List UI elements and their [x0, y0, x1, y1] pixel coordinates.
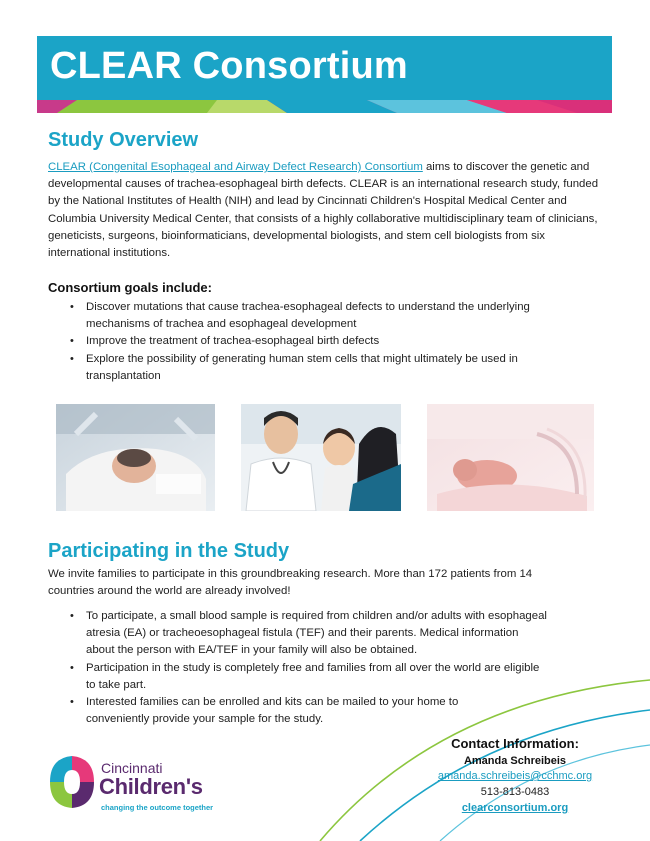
overview-body: aims to discover the genetic and developmental causes of trachea-esophageal birth defects. CLEAR is an international research study, funded by the National Institutes of Health (NIH) and lead by Cincinnati Children's Hospital Medical Center and Columbia University Medical Center, that consists of a highly collaborative multidisciplinary team of clinicians, geneticists, surgeons, bioinformaticians, developmental biologists, and stem cell biologists from six international institutions. [48, 161, 599, 260]
logo-line-cincinnati: Cincinnati [101, 760, 163, 776]
clear-consortium-link[interactable]: CLEAR (Congenital Esophageal and Airway Defect Research) Consortium [48, 161, 423, 173]
overview-paragraph [48, 159, 604, 262]
list-item: • To participate, a small blood sample is required from children and/or adults with esophageal atresia (EA) or tracheoesophageal fistula (TEF) and their parents. Medical information about the person with EA/TEF in your family will also be obtained. [70, 608, 550, 660]
logo-mark-icon [46, 752, 98, 812]
photo-newborn-care [427, 404, 594, 511]
contact-title: Contact Information: [451, 736, 579, 751]
section-heading-overview: Study Overview [48, 129, 199, 151]
photo-doctor-and-child [241, 404, 401, 511]
goals-heading: Consortium goals include: [48, 280, 212, 295]
list-item: • Participation in the study is completely free and families from all over the world are eligible to take part. [70, 660, 550, 694]
title-banner [37, 36, 612, 100]
website-link[interactable]: clearconsortium.org [461, 802, 569, 814]
logo-line-childrens: Children's [99, 774, 203, 799]
list-item: • Discover mutations that cause trachea-esophageal defects to understand the underlying mechanisms of trachea and esophageal development [70, 299, 590, 333]
list-item: • Improve the treatment of trachea-esophageal birth defects [70, 333, 590, 350]
logo-tagline: changing the outcome together [101, 803, 214, 812]
contact-phone: 513-813-0483 [480, 786, 550, 798]
decorative-stripe [37, 100, 612, 113]
participating-intro: We invite families to participate in this groundbreaking research. More than 172 patients from 14 countries around the world are already involved! [48, 568, 533, 598]
photo-infant-incubator [56, 404, 215, 511]
list-item: • Explore the possibility of generating human stem cells that might ultimately be used in transplantation [70, 351, 590, 385]
goals-list [70, 299, 590, 385]
contact-name: Amanda Schreibeis [463, 755, 567, 767]
section-heading-participating: Participating in the Study [48, 540, 290, 562]
contact-block [400, 736, 630, 814]
contact-email-link[interactable]: amanda.schreibeis@cchmc.org [437, 770, 593, 782]
cincinnati-childrens-logo [46, 752, 246, 816]
page-title: CLEAR Consortium [50, 45, 408, 87]
list-item: • Interested families can be enrolled and kits can be mailed to your home to conveniently provide your sample for the study. [70, 694, 471, 728]
